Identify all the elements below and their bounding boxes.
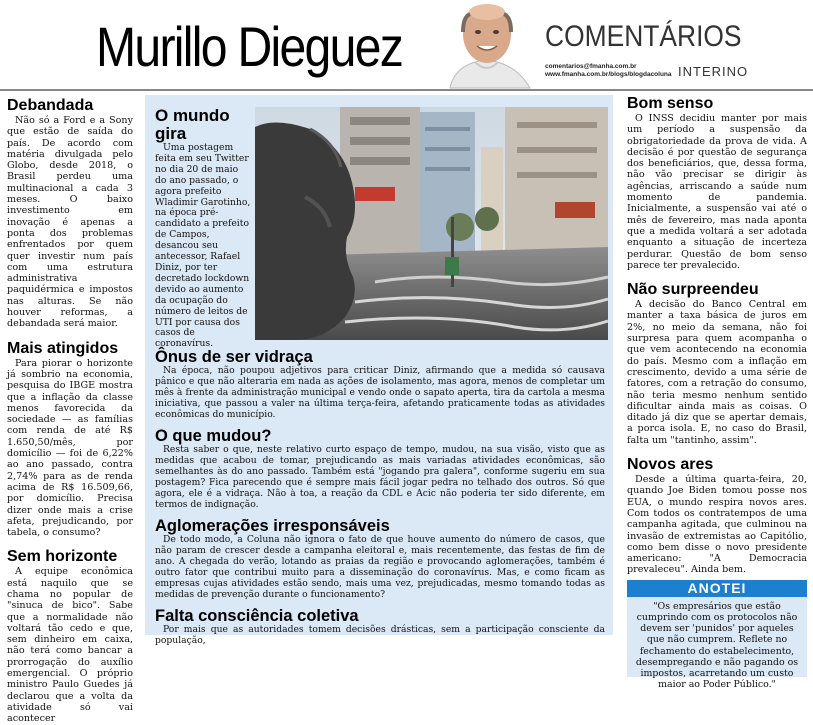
contact-email: comentarios@fmanha.com.br <box>545 63 637 70</box>
note-text: Para piorar o horizonte já sombrio na economia, pesquisa do IBGE mostra que a inflação da classe menos favorecida da sociedade — as famílias com renda de até R$ 1.650,50/mês, por domicílio — foi de 6,22% ao ano passado, contra 2,74% para as de renda acima de R$ 16.509,66, por domicílio. Precisa dizer onde mais a crise afeta, prejudicando, por tabela, o consumo? <box>7 357 133 539</box>
columnist-portrait <box>430 2 545 88</box>
masthead <box>0 0 813 90</box>
note-title: Bom senso <box>627 95 714 112</box>
note-nao-surpreendeu <box>627 281 807 446</box>
lead-title: O mundo gira <box>155 106 230 143</box>
note-text: Não só a Ford e a Sony que estão de saída do país. De acordo com matéria divulgada pelo Globo, desde 2018, o Brasil perdeu uma multinacional a cada 3 meses. O baixo investimento em inovação é apenas a ponta dos problemas enfrentados por quem quer investir num país com uma estrutura administrativa paquidérmica e impostos nas alturas. Se não houver reformas, a debandada será maior. <box>7 115 133 330</box>
anotei-quote: "Os empresários que estão cumprindo com os protocolos não devem ser 'punidos' por aqueles que não cumprem. Reflete no fechamento do estabelecimento, desempregando e não pagando os impostos, acarretando um custo maior ao Poder Público." <box>635 600 799 691</box>
street-photo <box>255 107 608 340</box>
note-text: A equipe econômica está naquilo que se chama no popular de "sinuca de bico". Sabe que a normalidade não voltará tão cedo e que, sem dinheiro em caixa, não terá como bancar a prorrogação do auxílio emergencial. O próprio ministro Paulo Guedes já declarou que a volta da atividade só vai acontecer <box>7 566 133 725</box>
note-onus <box>155 348 605 421</box>
note-title: Aglomerações irresponsáveis <box>155 517 390 535</box>
header-divider <box>0 89 813 91</box>
note-title: Falta consciência coletiva <box>155 607 359 625</box>
columnist-name: Murillo Dieguez <box>96 15 403 78</box>
note-consciencia <box>155 607 605 647</box>
lead-text: Uma postagem feita em seu Twitter no dia 20 de maio do ano passado, o agora prefeito Wladimir Garotinho, na época pré-candidato a prefeito de Campos, desancou seu antecessor, Rafael Diniz, por ter decretado lockdown devido ao aumento da ocupação do número de leitos de UTI por causa dos casos de coronavírus. <box>155 142 251 350</box>
section-subtitle: INTERINO <box>678 64 749 79</box>
note-title: Ônus de ser vidraça <box>155 348 313 366</box>
note-text: Resta saber o que, neste relativo curto espaço de tempo, mudou, na sua visão, visto que as medidas que acabou de tomar, prejudicando as mais variadas atividades econômicas, são semelhantes às do ano passado. Também está "jogando pra galera", conforme sugeriu em sua postagem? Fica parecendo que é sempre mais fácil jogar pedra no telhado dos outros. Só que agora, ele é a vidraça. Não à toa, a reação da CDL e Acic não poderia ter sido diferente, em termos de indignação. <box>155 444 605 510</box>
main-column <box>145 95 613 646</box>
note-aglomeracoes <box>155 517 605 600</box>
note-title: Não surpreendeu <box>627 281 759 299</box>
note-text: O INSS decidiu manter por mais um período a suspensão da obrigatoriedade da prova de vida. A decisão é por questão de segurança dos beneficiários, que, dessa forma, não vão precisar se dirigir às agências, arriscando a saúde num momento de pandemia. Inicialmente, a suspensão vai até o mês de fevereiro, mas nada aponta que a medida voltará a ser adotada enquanto a situação de incerteza perdurar. Questão de bom senso parece ter prevalecido. <box>627 113 807 271</box>
note-text: A decisão do Banco Central em manter a taxa básica de juros em 2%, no meio da semana, não foi surpresa para quem acompanha o que vem acontecendo na economia do país. Mesmo com a inflação em crescimento, devido a uma série de fatores, com a retração do consumo, não teria mesmo nenhum sentido dificultar ainda mais as coisas. O ditado já diz que se apertar demais, a porca isola. E, no caso do Brasil, falta um "tantinho, assim". <box>627 299 807 446</box>
note-text: De todo modo, a Coluna não ignora o fato de que houve aumento do número de casos, que não param de crescer desde a campanha eleitoral e, mais recentemente, das festas de fim de ano. A chegada do verão, lotando as praias da região e provocando aglomerações, também é outro fator que contribui muito para a disseminação do coronavírus. Mas, e como ficam as empresas cujas atividades estão sendo, mais uma vez, prejudicadas, mesmo tomando todas as medidas de prevenção durante o funcionamento? <box>155 534 605 600</box>
contact-blog: www.fmanha.com.br/blogs/blogdacoluna <box>545 71 672 78</box>
lead-note <box>155 107 251 350</box>
note-title: Novos ares <box>627 456 714 474</box>
note-bom-senso <box>627 95 807 271</box>
note-mais-atingidos <box>7 340 133 539</box>
note-title: Sem horizonte <box>7 548 118 566</box>
note-text: Na época, não poupou adjetivos para criticar Diniz, afirmando que a medida só causava pânico e que não alteraria em nada as ações de isolamento, mas agora, menos de completar um mês à frente da administração municipal e vendo onde o sapato aperta, tira da cartola a mesma iniciativa, que passou a valer na última terça-feira, afetando praticamente todas as atividades econômicas do município. <box>155 365 605 420</box>
note-debandada <box>7 97 133 330</box>
right-column <box>627 95 807 691</box>
anotei-label: ANOTEI <box>627 580 807 597</box>
note-sem-horizonte <box>7 548 133 724</box>
note-o-que-mudou <box>155 427 605 510</box>
note-text: Desde a última quarta-feira, 20, quando Joe Biden tomou posse nos EUA, o mundo respira novos ares. Com todos os contratempos de uma campanha agitada, que culminou na invasão de extremistas ao Capitólio, como bem disse o novo presidente americano: "A Democracia prevaleceu". Ainda bem. <box>627 474 807 576</box>
note-title: Debandada <box>7 97 94 114</box>
left-column <box>7 95 133 725</box>
note-text: Por mais que as autoridades tomem decisões drásticas, sem a participação consciente da população, <box>155 624 605 646</box>
section-title: COMENTÁRIOS <box>545 20 742 53</box>
note-title: O que mudou? <box>155 427 272 445</box>
contact-info <box>545 63 672 79</box>
note-title: Mais atingidos <box>7 339 119 357</box>
note-novos-ares <box>627 456 807 576</box>
anotei-quote-box <box>627 597 807 691</box>
